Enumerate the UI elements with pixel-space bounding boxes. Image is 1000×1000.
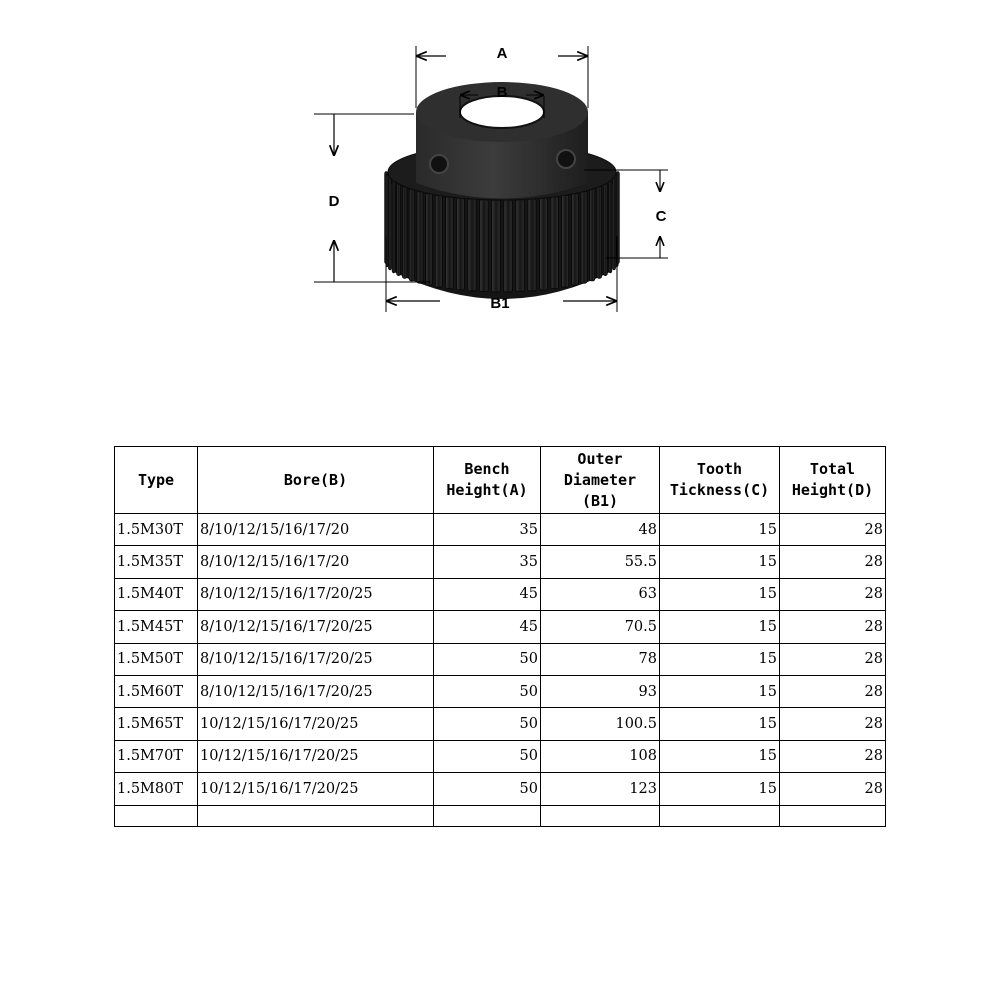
- label-b: B: [496, 84, 508, 101]
- cell-bore: 8/10/12/15/16/17/20/25: [198, 611, 434, 643]
- cell-bench-height: 50: [434, 675, 541, 707]
- header-bench-height: Bench Height(A): [434, 447, 541, 514]
- table-row: [115, 708, 886, 740]
- gear-tooth: [392, 181, 395, 273]
- gear-tooth: [540, 198, 548, 290]
- cell-tooth-thickness: 15: [660, 514, 780, 546]
- cell-outer-diameter: 55.5: [541, 546, 660, 578]
- gear-tooth: [409, 189, 414, 281]
- gear-tooth: [457, 198, 465, 290]
- table-row: [115, 514, 886, 546]
- table-header-row: [115, 447, 886, 514]
- cell-bench-height: 35: [434, 514, 541, 546]
- empty-cell: [434, 805, 541, 826]
- set-screw-left: [430, 155, 448, 173]
- label-b1: B1: [490, 295, 510, 312]
- gear-tooth: [435, 195, 442, 287]
- gear-tooth: [551, 197, 559, 289]
- gear-tooth: [480, 200, 488, 292]
- gear-tooth: [609, 181, 612, 273]
- cell-type: 1.5M65T: [115, 708, 198, 740]
- table-row: [115, 675, 886, 707]
- cell-bench-height: 50: [434, 773, 541, 805]
- cell-type: 1.5M35T: [115, 546, 198, 578]
- empty-cell: [198, 805, 434, 826]
- cell-bore: 8/10/12/15/16/17/20/25: [198, 643, 434, 675]
- label-d: D: [328, 193, 340, 210]
- gear-tooth: [590, 189, 595, 281]
- cell-bench-height: 50: [434, 740, 541, 772]
- cell-bench-height: 50: [434, 643, 541, 675]
- cell-outer-diameter: 108: [541, 740, 660, 772]
- empty-cell: [780, 805, 886, 826]
- cell-bore: 10/12/15/16/17/20/25: [198, 773, 434, 805]
- cell-total-height: 28: [780, 611, 886, 643]
- gear-tooth: [426, 193, 433, 285]
- empty-cell: [541, 805, 660, 826]
- gear-tooth: [417, 191, 423, 283]
- gear-tooth: [504, 200, 513, 292]
- cell-bore: 10/12/15/16/17/20/25: [198, 708, 434, 740]
- cell-bore: 8/10/12/15/16/17/20/25: [198, 578, 434, 610]
- cell-tooth-thickness: 15: [660, 611, 780, 643]
- cell-tooth-thickness: 15: [660, 773, 780, 805]
- table-row: [115, 740, 886, 772]
- cell-outer-diameter: 63: [541, 578, 660, 610]
- cell-bench-height: 45: [434, 578, 541, 610]
- header-type: Type: [115, 447, 198, 514]
- gear-tooth: [516, 200, 524, 292]
- table-row: [115, 546, 886, 578]
- cell-bore: 8/10/12/15/16/17/20/25: [198, 675, 434, 707]
- cell-tooth-thickness: 15: [660, 675, 780, 707]
- cell-bench-height: 35: [434, 546, 541, 578]
- cell-total-height: 28: [780, 773, 886, 805]
- gear-tooth: [468, 199, 476, 291]
- cell-total-height: 28: [780, 643, 886, 675]
- cell-outer-diameter: 48: [541, 514, 660, 546]
- gear-tooth: [402, 186, 407, 278]
- cell-type: 1.5M70T: [115, 740, 198, 772]
- cell-bore: 8/10/12/15/16/17/20: [198, 546, 434, 578]
- cell-type: 1.5M80T: [115, 773, 198, 805]
- header-outer-diameter: Outer Diameter (B1): [541, 447, 660, 514]
- empty-cell: [115, 805, 198, 826]
- gear-tooth: [397, 184, 401, 276]
- gear-tooth: [528, 199, 536, 291]
- cell-tooth-thickness: 15: [660, 708, 780, 740]
- cell-bench-height: 50: [434, 708, 541, 740]
- cell-outer-diameter: 123: [541, 773, 660, 805]
- header-bore: Bore(B): [198, 447, 434, 514]
- gear-tooth: [562, 195, 569, 287]
- table-row: [115, 773, 886, 805]
- label-c: C: [655, 208, 667, 225]
- gear-tooth: [572, 193, 579, 285]
- gear-dimension-diagram: [0, 0, 1000, 340]
- cell-total-height: 28: [780, 740, 886, 772]
- cell-tooth-thickness: 15: [660, 546, 780, 578]
- cell-bore: 10/12/15/16/17/20/25: [198, 740, 434, 772]
- cell-type: 1.5M50T: [115, 643, 198, 675]
- cell-total-height: 28: [780, 675, 886, 707]
- cell-outer-diameter: 70.5: [541, 611, 660, 643]
- cell-type: 1.5M30T: [115, 514, 198, 546]
- table-row: [115, 611, 886, 643]
- cell-total-height: 28: [780, 546, 886, 578]
- header-tooth-thickness: Tooth Tickness(C): [660, 447, 780, 514]
- cell-tooth-thickness: 15: [660, 740, 780, 772]
- cell-outer-diameter: 100.5: [541, 708, 660, 740]
- gear-tooth: [389, 178, 392, 270]
- cell-outer-diameter: 78: [541, 643, 660, 675]
- gear-tooth: [446, 197, 454, 289]
- gear-tooth: [597, 186, 602, 278]
- cell-bench-height: 45: [434, 611, 541, 643]
- gear-tooth: [581, 191, 587, 283]
- gear-tooth: [603, 184, 607, 276]
- cell-bore: 8/10/12/15/16/17/20: [198, 514, 434, 546]
- table-row-empty: [115, 805, 886, 826]
- cell-total-height: 28: [780, 514, 886, 546]
- gear-tooth: [492, 200, 501, 292]
- gear-spec-table: [114, 446, 886, 827]
- header-total-height: Total Height(D): [780, 447, 886, 514]
- cell-type: 1.5M40T: [115, 578, 198, 610]
- cell-total-height: 28: [780, 708, 886, 740]
- cell-type: 1.5M45T: [115, 611, 198, 643]
- cell-tooth-thickness: 15: [660, 578, 780, 610]
- cell-total-height: 28: [780, 578, 886, 610]
- cell-tooth-thickness: 15: [660, 643, 780, 675]
- table-row: [115, 643, 886, 675]
- cell-type: 1.5M60T: [115, 675, 198, 707]
- cell-outer-diameter: 93: [541, 675, 660, 707]
- gear-image: [385, 82, 620, 299]
- label-a: A: [496, 45, 508, 62]
- empty-cell: [660, 805, 780, 826]
- table-row: [115, 578, 886, 610]
- set-screw-right: [557, 150, 575, 168]
